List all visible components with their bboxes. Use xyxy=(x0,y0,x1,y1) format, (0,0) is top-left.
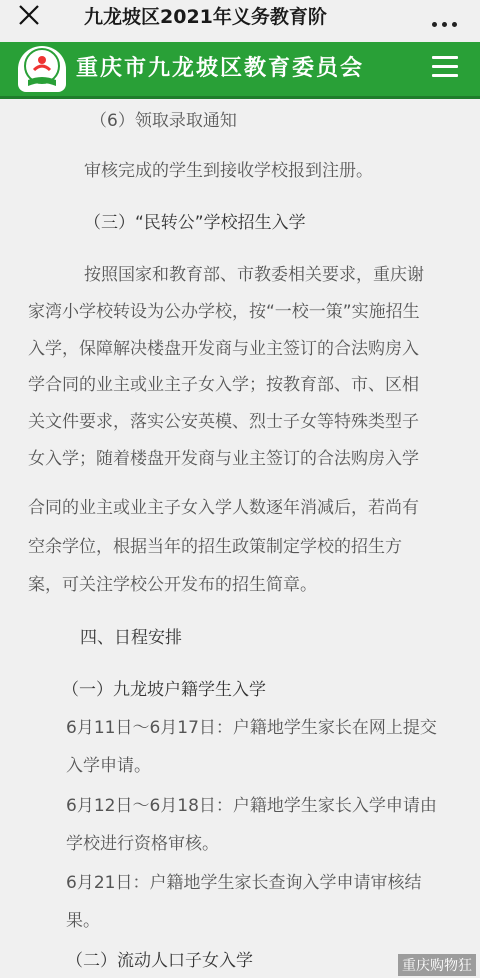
organization-name: 重庆市九龙坡区教育委员会 xyxy=(76,55,365,81)
close-button[interactable] xyxy=(18,0,54,34)
article-line: （6）领取录取通知 xyxy=(90,111,237,131)
menu-bar xyxy=(432,65,458,68)
more-dot xyxy=(442,22,447,27)
article-line: 女入学；随着楼盘开发商与业主签订的合法购房入学 xyxy=(28,449,419,469)
education-committee-logo xyxy=(18,46,66,92)
article-line: 学合同的业主或业主子女入学；按教育部、市、区相 xyxy=(28,375,419,395)
article-line: 关文件要求，落实公安英模、烈士子女等特殊类型子 xyxy=(28,412,419,432)
article-line: 入学，保障解决楼盘开发商与业主签订的合法购房入 xyxy=(28,339,419,359)
article-line: 学校进行资格审核。 xyxy=(66,834,219,854)
more-dot xyxy=(452,22,457,27)
menu-button[interactable] xyxy=(432,56,458,78)
close-icon xyxy=(18,4,40,26)
site-banner xyxy=(0,42,480,99)
subsection-heading: （二）流动人口子女入学 xyxy=(66,951,253,971)
article-line: 审核完成的学生到接收学校报到注册。 xyxy=(84,161,373,181)
article-line: 案，可关注学校公开发布的招生简章。 xyxy=(28,575,317,595)
more-dots-icon xyxy=(432,22,437,27)
article-line: 按照国家和教育部、市教委相关要求，重庆谢 xyxy=(84,265,424,285)
section-heading: （三）“民转公”学校招生入学 xyxy=(84,213,306,233)
menu-bar xyxy=(432,74,458,77)
article-line: 空余学位，根据当年的招生政策制定学校的招生方 xyxy=(28,537,402,557)
article-line: 6月21日：户籍地学生家长查询入学申请审核结 xyxy=(66,873,422,893)
top-navigation-bar xyxy=(0,0,480,36)
hamburger-menu-icon xyxy=(432,56,458,59)
subsection-heading: （一）九龙坡户籍学生入学 xyxy=(62,680,266,700)
article-line: 6月11日～6月17日：户籍地学生家长在网上提交 xyxy=(66,718,437,738)
page-title: 九龙坡区2021年义务教育阶 xyxy=(84,6,327,28)
more-options-button[interactable] xyxy=(432,12,462,22)
article-line: 合同的业主或业主子女入学人数逐年消减后，若尚有 xyxy=(28,498,419,518)
section-heading: 四、日程安排 xyxy=(80,628,182,648)
article-line: 家湾小学校转设为公办学校，按“一校一策”实施招生 xyxy=(28,302,420,322)
watermark: 重庆购物狂 xyxy=(398,954,476,976)
article-line: 果。 xyxy=(66,911,100,931)
article-line: 入学申请。 xyxy=(66,756,151,776)
article-line: 6月12日～6月18日：户籍地学生家长入学申请由 xyxy=(66,796,437,816)
